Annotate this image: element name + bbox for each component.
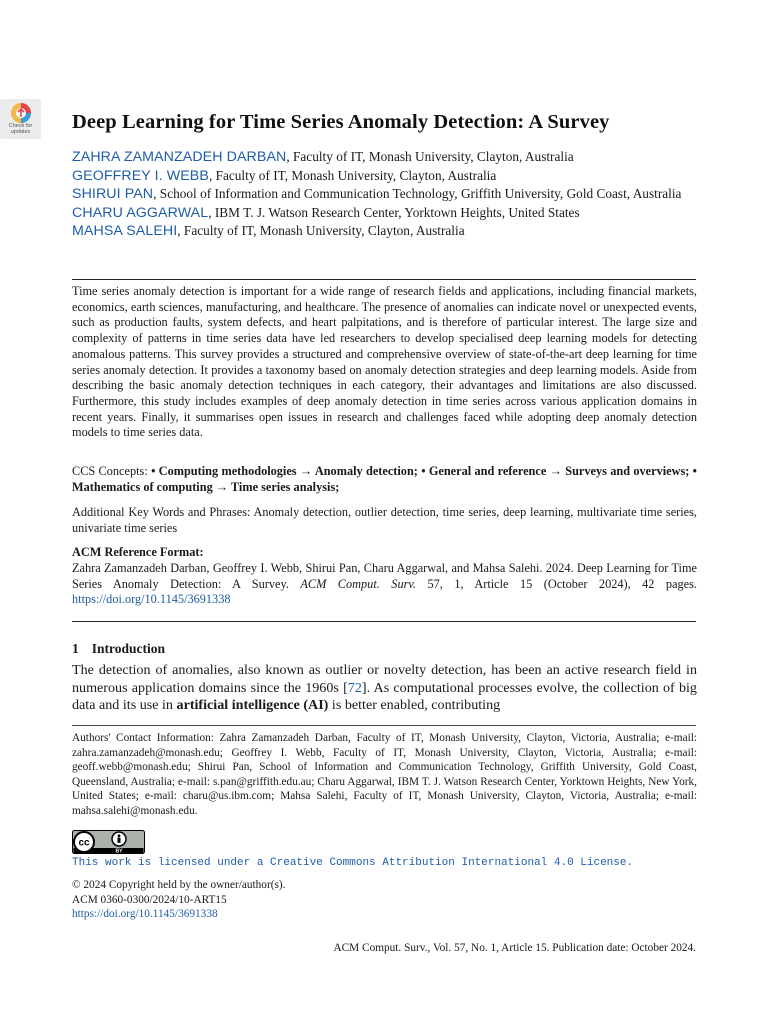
check-for-updates-badge[interactable]	[0, 99, 41, 139]
intro-text-3: is better enabled, contributing	[328, 697, 501, 714]
by-mark: BY	[115, 848, 123, 854]
section-heading	[72, 641, 165, 657]
ccs-text: • Computing methodologies → Anomaly detection; • General and reference → Surveys and overviews; • Mathematics of computing → Time series analysis;	[72, 464, 697, 494]
reference-authors: Zahra Zamanzadeh Darban, Geoffrey I. Webb, Shirui Pan, Charu Aggarwal, and Mahsa Salehi. 2024. Deep Learning for Time Series Anomaly Detection: A Survey.	[72, 561, 697, 591]
author-affiliation: , Faculty of IT, Monash University, Clayton, Australia	[208, 167, 497, 183]
author-affiliation: , Faculty of IT, Monash University, Clayton, Australia	[286, 149, 574, 164]
keywords: Additional Key Words and Phrases: Anomaly detection, outlier detection, time series, deep learning, multivariate time series, univariate time series	[72, 505, 697, 535]
ccs-label: CCS Concepts:	[72, 464, 152, 478]
intro-paragraph	[72, 662, 697, 715]
author-name[interactable]: ZAHRA ZAMANZADEH DARBAN	[72, 149, 287, 165]
author-entry	[72, 204, 697, 223]
author-affiliation: , School of Information and Communication Technology, Griffith University, Gold Coast, Australia	[153, 186, 682, 202]
abstract-bottom-rule	[72, 621, 696, 622]
reference-journal: ACM Comput. Surv.	[300, 576, 417, 591]
intro-text-1: The detection of anomalies, also known as outlier or novelty detection, has been an active research field in numerous application domains since the 1960s [	[72, 662, 697, 696]
badge-line-1: Check for	[8, 123, 33, 129]
issn-line: ACM 0360-0300/2024/10-ART15	[72, 893, 227, 906]
author-entry	[72, 148, 697, 167]
author-entry	[72, 185, 697, 204]
author-name[interactable]: GEOFFREY I. WEBB	[72, 167, 209, 184]
paper-title: Deep Learning for Time Series Anomaly Detection: A Survey	[72, 111, 610, 133]
abstract-top-rule	[72, 279, 696, 280]
badge-line-2: updates	[10, 128, 31, 135]
check-updates-icon	[10, 102, 32, 124]
author-affiliation: , Faculty of IT, Monash University, Clayton, Australia	[177, 223, 465, 239]
reference-heading: ACM Reference Format:	[72, 545, 204, 559]
doi-link[interactable]: https://doi.org/10.1145/3691338	[72, 908, 218, 921]
section-number: 1	[72, 641, 79, 656]
author-list	[72, 148, 697, 241]
author-contact-footnote: Authors' Contact Information: Zahra Zamanzadeh Darban, Faculty of IT, Monash University, Clayton, Victoria, Australia; e-mail: zahra.zamanzadeh@monash.edu; Geoffrey I. Webb, Faculty of IT, Monash University, Clayton, Victoria, Australia; e-mail: geoff.webb@monash.edu; Shirui Pan, School of Information and Communication Technology, Griffith University, Gold Coast, Queensland, Australia; e-mail: s.pan@griffith.edu.au; Charu Aggarwal, IBM T. J. Watson Research Center, Yorktown Heights, New York, United States; e-mail: charu@us.ibm.com; Mahsa Salehi, Faculty of IT, Monash University, Clayton, Victoria, Australia; e-mail: mahsa.salehi@monash.edu.	[72, 732, 697, 817]
reference-doi-link[interactable]: https://doi.org/10.1145/3691338	[72, 592, 231, 607]
author-affiliation: , IBM T. J. Watson Research Center, Yorktown Heights, United States	[208, 204, 580, 220]
author-entry	[72, 222, 697, 241]
ccs-concepts	[72, 464, 697, 495]
section-title: Introduction	[91, 641, 166, 656]
copyright-line: © 2024 Copyright held by the owner/author(s).	[72, 879, 286, 891]
reference-text	[72, 561, 697, 608]
abstract-text: Time series anomaly detection is important for a wide range of research fields and applications, including financial markets, economics, earth sciences, manufacturing, and healthcare. The presence of anomalies can indicate novel or unexpected events, such as production faults, system defects, and heart palpitations, and is therefore of particular interest. The large size and complexity of patterns in time series data have led researchers to develop specialised deep learning models for detecting anomalous patterns. This survey provides a structured and comprehensive overview of state-of-the-art deep learning for time series anomaly detection. It provides a taxonomy based on anomaly detection strategies and deep learning models. Aside from describing the basic anomaly detection techniques in each category, their advantages and limitations are also discussed. Furthermore, this study includes examples of deep anomaly detection in time series across various application domains in recent years. Finally, it summarises open issues in research and challenges faced while adopting deep anomaly detection models to time series data.	[72, 284, 697, 440]
intro-bold-term: artificial intelligence (AI)	[176, 697, 329, 714]
citation-link[interactable]: 72	[347, 679, 362, 696]
reference-details: 57, 1, Article 15 (October 2024), 42 pages.	[416, 576, 698, 591]
intro-text-2: ]. As computational processes evolve, the collection of big data and its use in	[72, 679, 697, 714]
author-entry	[72, 167, 697, 186]
author-name[interactable]: MAHSA SALEHI	[72, 223, 178, 240]
cc-by-license-icon[interactable]	[72, 830, 145, 854]
author-name[interactable]: CHARU AGGARWAL	[72, 204, 209, 221]
license-link[interactable]: This work is licensed under a Creative Commons Attribution International 4.0 License.	[72, 857, 634, 869]
author-name[interactable]: SHIRUI PAN	[72, 186, 154, 203]
cc-mark: cc	[78, 837, 90, 849]
copyright-block	[72, 878, 285, 922]
footnote-rule	[72, 725, 696, 726]
page-footer: ACM Comput. Surv., Vol. 57, No. 1, Article 15. Publication date: October 2024.	[333, 942, 696, 954]
